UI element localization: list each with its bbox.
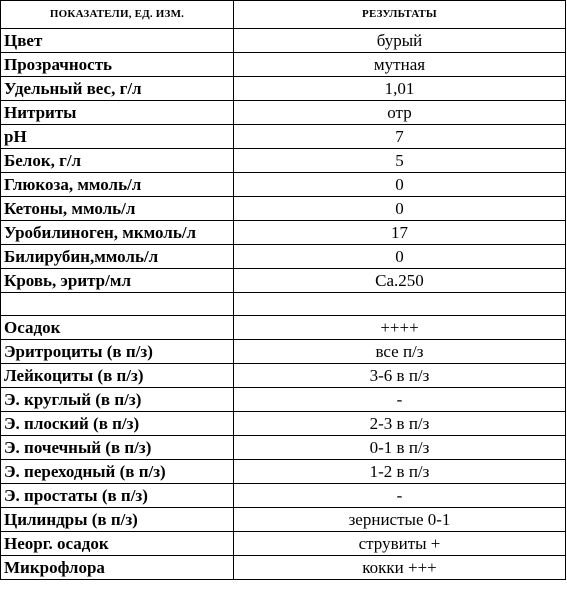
parameter-value: -: [234, 484, 566, 508]
parameter-name: Кровь, эритр/мл: [1, 269, 234, 293]
table-row: [1, 412, 566, 436]
parameter-name: Лейкоциты (в п/з): [1, 364, 234, 388]
parameter-value: 0: [234, 197, 566, 221]
parameter-name: Э. почечный (в п/з): [1, 436, 234, 460]
table-row: [1, 532, 566, 556]
parameter-name: Уробилиноген, мкмоль/л: [1, 221, 234, 245]
parameter-value: кокки +++: [234, 556, 566, 580]
table-row: [1, 53, 566, 77]
table-row: [1, 364, 566, 388]
parameter-value: 7: [234, 125, 566, 149]
table-row: [1, 460, 566, 484]
parameter-name: Цвет: [1, 29, 234, 53]
parameter-name: Эритроциты (в п/з): [1, 340, 234, 364]
table-row: [1, 556, 566, 580]
parameter-name: Белок, г/л: [1, 149, 234, 173]
header-parameter: ПОКАЗАТЕЛИ, ЕД. ИЗМ.: [1, 1, 234, 29]
parameter-value: 5: [234, 149, 566, 173]
parameter-name: Э. круглый (в п/з): [1, 388, 234, 412]
parameter-value: бурый: [234, 29, 566, 53]
parameter-name: Э. простаты (в п/з): [1, 484, 234, 508]
parameter-value: отр: [234, 101, 566, 125]
table-row: [1, 245, 566, 269]
header-result: РЕЗУЛЬТАТЫ: [234, 1, 566, 29]
table-row: [1, 221, 566, 245]
parameter-name: [1, 293, 234, 316]
table-row: [1, 316, 566, 340]
parameter-value: 0-1 в п/з: [234, 436, 566, 460]
parameter-name: Осадок: [1, 316, 234, 340]
parameter-name: Удельный вес, г/л: [1, 77, 234, 101]
table-row: [1, 508, 566, 532]
table-row: [1, 101, 566, 125]
parameter-value: 0: [234, 245, 566, 269]
parameter-value: [234, 293, 566, 316]
parameter-name: Нитриты: [1, 101, 234, 125]
header-row: [1, 1, 566, 29]
table-row: [1, 125, 566, 149]
table-row: [1, 29, 566, 53]
parameter-value: -: [234, 388, 566, 412]
parameter-name: Микрофлора: [1, 556, 234, 580]
parameter-value: зернистые 0-1: [234, 508, 566, 532]
parameter-value: 2-3 в п/з: [234, 412, 566, 436]
parameter-value: струвиты +: [234, 532, 566, 556]
parameter-value: Са.250: [234, 269, 566, 293]
table-row: [1, 197, 566, 221]
parameter-value: 17: [234, 221, 566, 245]
parameter-value: 1,01: [234, 77, 566, 101]
table-row: [1, 388, 566, 412]
parameter-name: Э. переходный (в п/з): [1, 460, 234, 484]
table-row: [1, 173, 566, 197]
table-row: [1, 269, 566, 293]
table-row: [1, 436, 566, 460]
parameter-name: Билирубин,ммоль/л: [1, 245, 234, 269]
parameter-value: все п/з: [234, 340, 566, 364]
parameter-value: ++++: [234, 316, 566, 340]
parameter-value: 3-6 в п/з: [234, 364, 566, 388]
blank-row: [1, 293, 566, 316]
table-row: [1, 484, 566, 508]
parameter-name: Глюкоза, ммоль/л: [1, 173, 234, 197]
parameter-name: Неорг. осадок: [1, 532, 234, 556]
parameter-name: pH: [1, 125, 234, 149]
table-row: [1, 77, 566, 101]
table-row: [1, 149, 566, 173]
parameter-value: 0: [234, 173, 566, 197]
parameter-name: Цилиндры (в п/з): [1, 508, 234, 532]
parameter-value: 1-2 в п/з: [234, 460, 566, 484]
parameter-name: Э. плоский (в п/з): [1, 412, 234, 436]
parameter-name: Кетоны, ммоль/л: [1, 197, 234, 221]
table-row: [1, 340, 566, 364]
parameter-value: мутная: [234, 53, 566, 77]
parameter-name: Прозрачность: [1, 53, 234, 77]
